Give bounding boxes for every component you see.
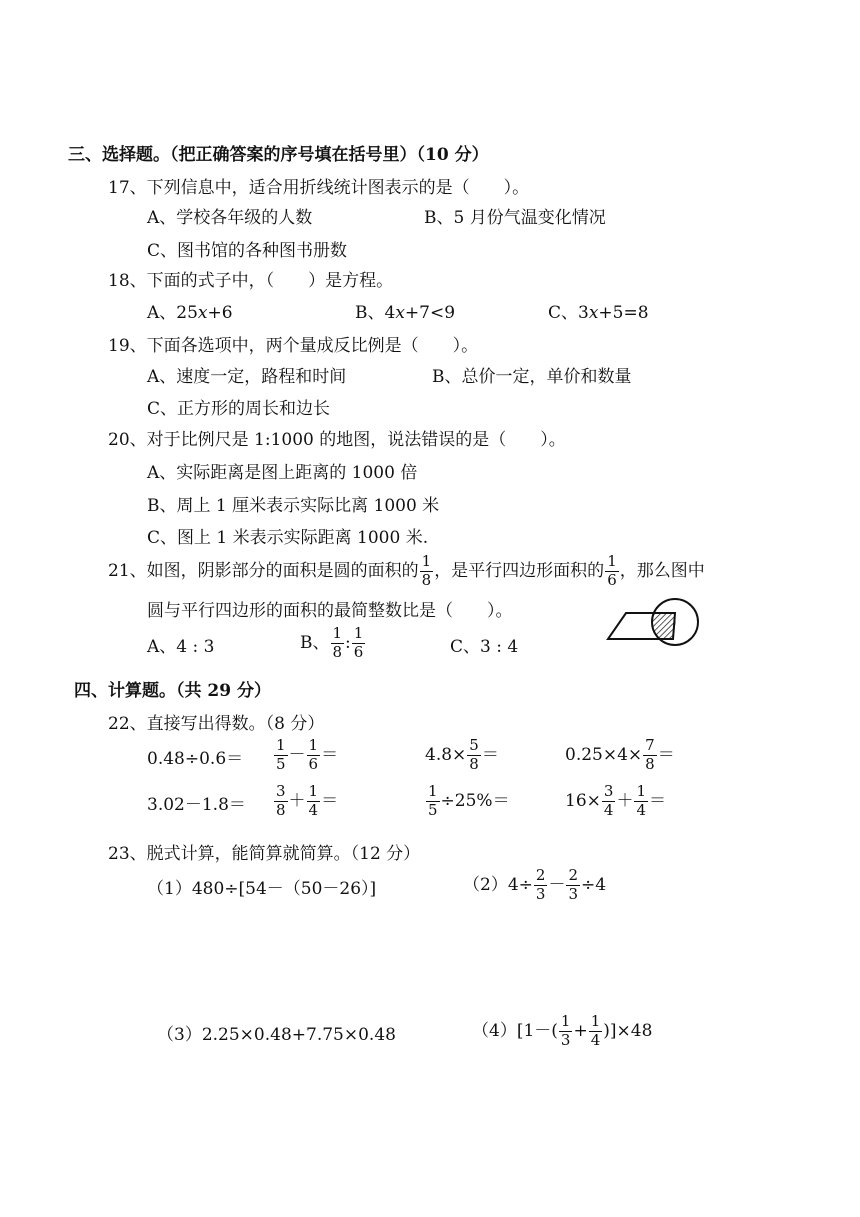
q18-option-b: B、4x+7<9 [355, 303, 456, 323]
q22-expr-5: 3.02－1.8＝ [147, 795, 246, 815]
q23-part-2: （2）4÷ $\frac{2}{3}$ － $\frac{2}{3}$ ÷4 [463, 866, 607, 903]
q19-option-a: A、速度一定，路程和时间 [147, 367, 347, 387]
fraction: $\frac{1}{8}$ [332, 624, 343, 661]
q18-option-a: A、25x+6 [147, 303, 233, 323]
q21-stem: 21、如图，阴影部分的面积是圆的面积的 $\frac{1}{8}$ ，是平行四边形面积的 $\frac{1}{6}$ ，那么图中 [108, 552, 705, 589]
q22-expr-7: $\frac{1}{5}$ ÷25%＝ [428, 782, 510, 819]
fraction: $\frac{2}{3}$ [568, 866, 578, 903]
fraction: $\frac{1}{4}$ [308, 782, 319, 819]
q21-option-b: B、 $\frac{1}{8}$ : $\frac{1}{6}$ [300, 624, 364, 661]
fraction: $\frac{3}{8}$ [276, 782, 286, 819]
section-3-heading: 三、选择题。（把正确答案的序号填在括号里）（10 分） [68, 145, 489, 165]
q23-stem: 23、脱式计算，能简算就简算。（12 分） [108, 844, 421, 864]
fraction: $\frac{7}{8}$ [645, 736, 655, 773]
fraction: $\frac{1}{6}$ [308, 736, 319, 773]
q22-stem: 22、直接写出得数。（8 分） [108, 714, 325, 734]
fraction: $\frac{5}{8}$ [469, 736, 479, 773]
q21-stem-line2: 圆与平行四边形的面积的最简整数比是（ ）。 [147, 601, 513, 621]
fraction: $\frac{2}{3}$ [535, 866, 546, 903]
q20-option-c: C、图上 1 米表示实际距离 1000 米. [147, 528, 429, 548]
circle-parallelogram-figure [604, 596, 704, 648]
fraction: $\frac{3}{4}$ [603, 782, 614, 819]
q23-part-4: （4）[1－( $\frac{1}{3}$ + $\frac{1}{4}$ )]×48 [472, 1012, 653, 1049]
q22-expr-1: 0.48÷0.6＝ [147, 749, 244, 769]
fraction: $\frac{1}{8}$ [421, 552, 432, 589]
q19-stem: 19、下面各选项中，两个量成反比例是（ ）。 [108, 336, 479, 356]
fraction: $\frac{1}{6}$ [607, 552, 617, 589]
q17-option-b: B、5 月份气温变化情况 [424, 208, 606, 228]
q22-expr-3: 4.8× $\frac{5}{8}$ ＝ [425, 736, 499, 773]
fraction: $\frac{1}{4}$ [590, 1012, 601, 1049]
q17-stem: 17、下列信息中，适合用折线统计图表示的是（ ）。 [108, 178, 530, 198]
section-4-heading: 四、计算题。（共 29 分） [74, 681, 271, 701]
q19-option-b: B、总价一定，单价和数量 [432, 367, 632, 387]
q23-part-1: （1）480÷[54－（50－26）] [147, 879, 377, 899]
q20-stem: 20、对于比例尺是 1:1000 的地图，说法错误的是（ ）。 [108, 430, 566, 450]
q20-option-a: A、实际距离是图上距离的 1000 倍 [147, 463, 418, 483]
q21-option-c: C、3 : 4 [450, 637, 519, 657]
q20-option-b: B、周上 1 厘米表示实际比离 1000 米 [147, 496, 440, 516]
q22-expr-2: $\frac{1}{5}$ － $\frac{1}{6}$ ＝ [276, 736, 339, 773]
q23-part-3: （3）2.25×0.48+7.75×0.48 [157, 1025, 396, 1045]
fraction: $\frac{1}{5}$ [276, 736, 286, 773]
fraction: $\frac{1}{5}$ [428, 782, 438, 819]
q22-expr-6: $\frac{3}{8}$ ＋ $\frac{1}{4}$ ＝ [276, 782, 339, 819]
q19-option-c: C、正方形的周长和边长 [147, 399, 331, 419]
q22-expr-8: 16× $\frac{3}{4}$ ＋ $\frac{1}{4}$ ＝ [565, 782, 666, 819]
q21-option-a: A、4 : 3 [147, 637, 215, 657]
q22-expr-4: 0.25×4× $\frac{7}{8}$ ＝ [565, 736, 675, 773]
q18-option-c: C、3x+5=8 [548, 303, 649, 323]
q17-option-a: A、学校各年级的人数 [147, 208, 313, 228]
q18-stem: 18、下面的式子中，（ ）是方程。 [108, 271, 394, 291]
fraction: $\frac{1}{3}$ [560, 1012, 571, 1049]
fraction: $\frac{1}{6}$ [353, 624, 364, 661]
q17-option-c: C、图书馆的各种图书册数 [147, 241, 348, 261]
fraction: $\frac{1}{4}$ [636, 782, 646, 819]
